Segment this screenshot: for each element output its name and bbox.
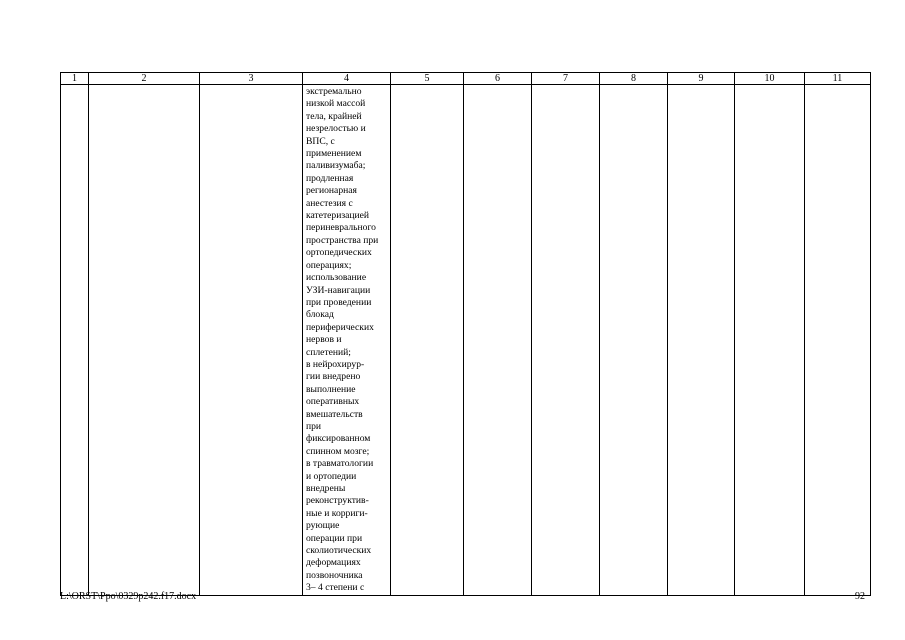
cell-text-line: продленная (306, 172, 354, 184)
cell-text-line: сколиотических (306, 545, 372, 557)
column-header-7: 7 (532, 73, 600, 85)
table-cell-col6 (464, 85, 532, 596)
cell-text-line: катетеризацией (306, 210, 370, 222)
cell-text-line: спинном мозге; (306, 445, 370, 457)
cell-text-line: УЗИ-навигации (306, 284, 371, 296)
cell-text-line: вмешательств (306, 408, 363, 420)
cell-text-line: экстремально (306, 86, 362, 97)
column-header-6: 6 (464, 73, 532, 85)
table-cell-col1 (61, 85, 89, 596)
cell-text-line: позвоночника (306, 569, 363, 581)
column-header-1: 1 (61, 73, 89, 85)
cell-text-line: оперативных (306, 396, 360, 408)
cell-text-line: регионарная (306, 185, 357, 197)
cell-text-line: блокад (306, 309, 334, 321)
cell-text-line: рующие (306, 520, 340, 532)
cell-text-line: операции при (306, 532, 363, 544)
page-number: 92 (855, 591, 865, 602)
cell-text-line: низкой массой (306, 98, 366, 110)
cell-text-line: периневрального (306, 222, 376, 234)
column-header-4: 4 (303, 73, 391, 85)
column-header-5: 5 (391, 73, 464, 85)
table-cell-col9 (668, 85, 735, 596)
cell-text-line: внедрены (306, 483, 346, 494)
table-cell-col7 (532, 85, 600, 596)
cell-text-line: при (306, 420, 322, 432)
table-row (61, 85, 871, 596)
document-table (60, 72, 871, 596)
column-header-11: 11 (805, 73, 871, 85)
table-cell-col3 (200, 85, 303, 596)
cell-text-line: операциях; (306, 259, 352, 271)
table-cell-col10 (735, 85, 805, 596)
table-cell-col5 (391, 85, 464, 596)
column-header-10: 10 (735, 73, 805, 85)
column-header-9: 9 (668, 73, 735, 85)
footer-file-path: L:\ORST\Ppo\0329p242.f17.docx (60, 591, 197, 602)
cell-text-line: ортопедических (306, 247, 372, 259)
cell-text-line: периферических (306, 321, 374, 333)
column-header-2: 2 (89, 73, 200, 85)
table-cell-col8 (600, 85, 668, 596)
cell-text-line: использование (306, 272, 367, 284)
cell-text-line: ВПС, с (306, 135, 335, 147)
table-cell-col4 (303, 85, 391, 596)
cell-text-line: анестезия с (306, 197, 353, 209)
cell-text-line: пространства при (306, 234, 379, 246)
cell-text-line: гии внедрено (306, 371, 361, 383)
cell-text-line: 3– 4 степени с (306, 582, 365, 594)
cell-text-line: тела, крайней (306, 110, 362, 122)
cell-text-line: реконструктив- (306, 495, 369, 507)
column-header-3: 3 (200, 73, 303, 85)
cell-text-line: выполнение (306, 383, 356, 395)
cell-text-line: ные и корриги- (306, 507, 368, 519)
cell-text-line: сплетений; (306, 346, 351, 358)
cell-text-line: паливизумаба; (306, 160, 366, 172)
cell-text-line: в травматологии (306, 458, 374, 470)
cell-text-line: и ортопедии (306, 470, 357, 482)
cell-text-line: в нейрохирур- (306, 358, 365, 370)
cell-text-line: деформациях (306, 557, 361, 569)
cell-text-line: незрелостью и (306, 123, 366, 135)
column-header-8: 8 (600, 73, 668, 85)
cell-text-line: фиксированном (306, 433, 371, 445)
column4-text (303, 85, 390, 595)
cell-text-line: при проведении (306, 296, 372, 308)
table-cell-col2 (89, 85, 200, 596)
table-header-row (61, 73, 871, 85)
cell-text-line: нервов и (306, 334, 342, 346)
cell-text-line: применением (306, 148, 362, 160)
table-cell-col11 (805, 85, 871, 596)
